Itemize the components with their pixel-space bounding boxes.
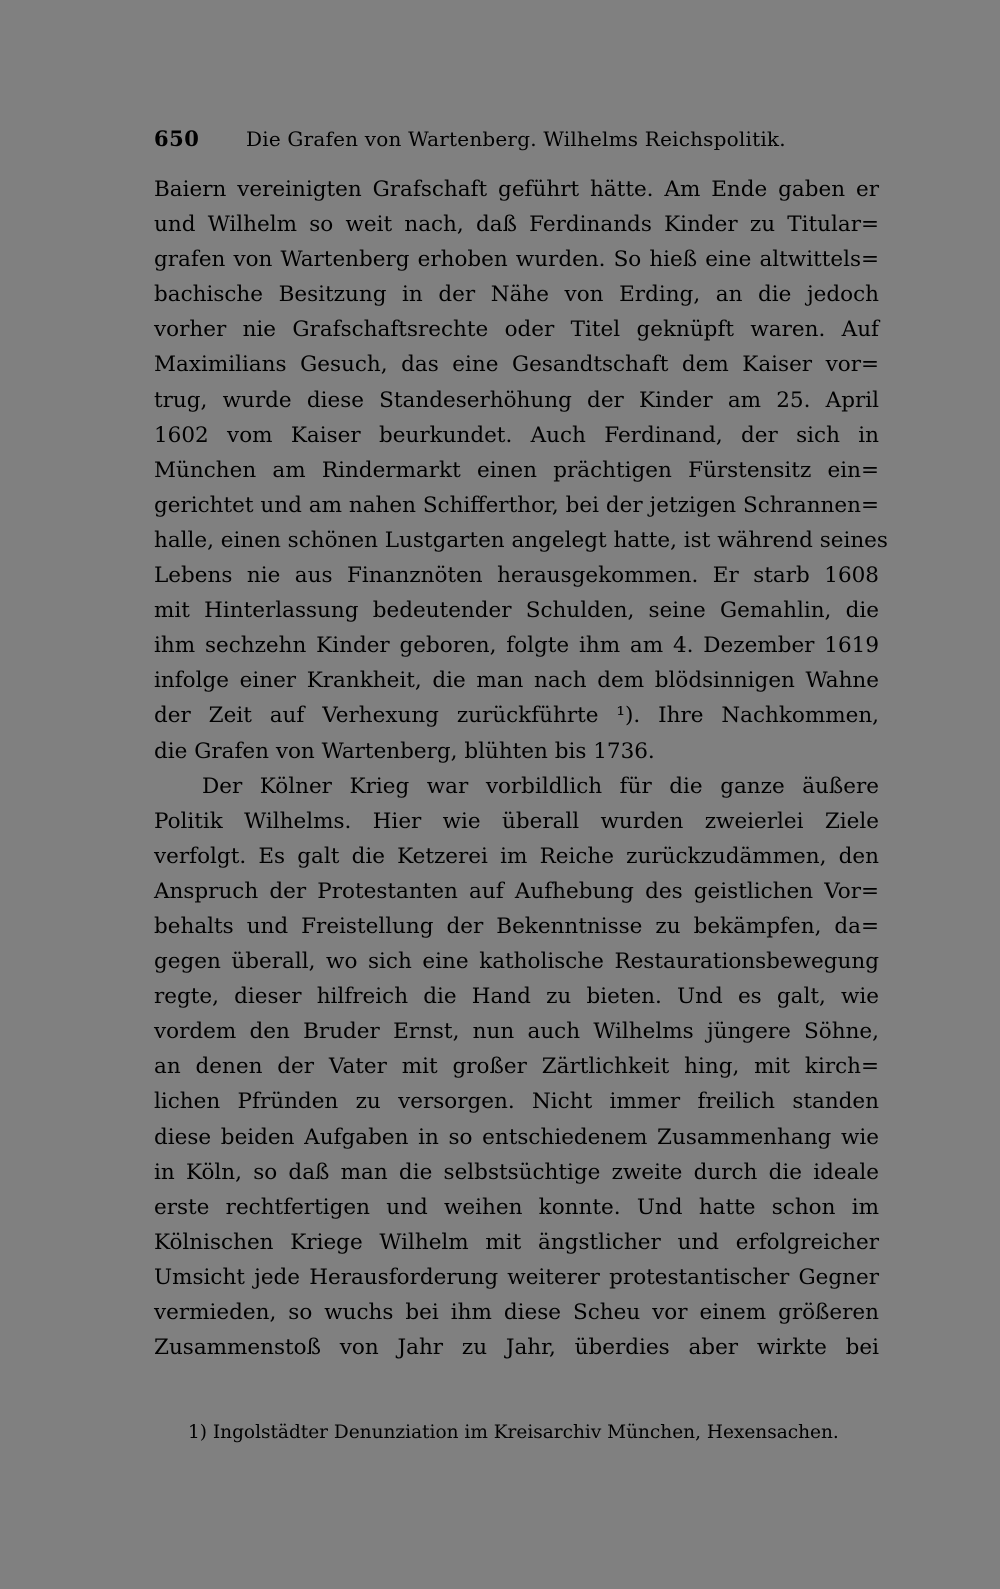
text-line: und Wilhelm so weit nach, daß Ferdinands Kinder zu Titular=: [154, 212, 879, 238]
text-line: bachische Besitzung in der Nähe von Erding, an die jedoch: [154, 282, 879, 308]
text-line: diese beiden Aufgaben in so entschiedenem Zusammenhang wie: [154, 1124, 879, 1150]
text-line: grafen von Wartenberg erhoben wurden. So hieß eine altwittels=: [154, 247, 879, 273]
paragraph-1: [154, 172, 888, 769]
text-line: Umsicht jede Herausforderung weiterer protestantischer Gegner: [154, 1264, 879, 1290]
page-header: [154, 122, 874, 156]
text-line: infolge einer Krankheit, die man nach dem blödsinnigen Wahne: [154, 668, 879, 694]
text-line: Anspruch der Protestanten auf Aufhebung des geistlichen Vor=: [154, 878, 879, 904]
text-line: Baiern vereinigten Grafschaft geführt hätte. Am Ende gaben er: [154, 177, 879, 202]
text-line: vorher nie Grafschaftsrechte oder Titel geknüpft waren. Auf: [154, 317, 879, 343]
footnote: 1) Ingolstädter Denunziation im Kreisarchiv München, Hexensachen.: [188, 1422, 839, 1443]
text-line: Maximilians Gesuch, das eine Gesandtschaft dem Kaiser vor=: [154, 352, 879, 378]
running-title: Die Grafen von Wartenberg. Wilhelms Reichspolitik.: [246, 127, 786, 151]
text-line: Politik Wilhelms. Hier wie überall wurden zweierlei Ziele: [154, 808, 879, 834]
text-line: der Zeit auf Verhexung zurückführte ¹). Ihre Nachkommen,: [154, 703, 879, 729]
text-line: Kölnischen Kriege Wilhelm mit ängstlicher und erfolgreicher: [154, 1229, 879, 1255]
text-line: an denen der Vater mit großer Zärtlichkeit hing, mit kirch=: [154, 1054, 879, 1080]
text-line: die Grafen von Wartenberg, blühten bis 1736.: [154, 738, 655, 764]
paragraph-2: [154, 769, 879, 1366]
text-line: vermieden, so wuchs bei ihm diese Scheu vor einem größeren: [154, 1300, 879, 1325]
text-line: Der Kölner Krieg war vorbildlich für die ganze äußere: [202, 773, 879, 799]
text-line: 1602 vom Kaiser beurkundet. Auch Ferdinand, der sich in: [154, 422, 879, 448]
text-line: lichen Pfründen zu versorgen. Nicht immer freilich standen: [154, 1089, 879, 1115]
text-line: gegen überall, wo sich eine katholische Restaurationsbewegung: [154, 949, 879, 975]
text-line: Lebens nie aus Finanznöten herausgekommen. Er starb 1608: [154, 563, 879, 589]
text-line: ihm sechzehn Kinder geboren, folgte ihm am 4. Dezember 1619: [154, 633, 879, 659]
body-text: [154, 172, 888, 1365]
text-line: regte, dieser hilfreich die Hand zu bieten. Und es galt, wie: [154, 984, 879, 1010]
page-number: 650: [154, 126, 200, 151]
text-line: gerichtet und am nahen Schifferthor, bei der jetzigen Schrannen=: [154, 492, 879, 518]
text-line: München am Rindermarkt einen prächtigen Fürstensitz ein=: [154, 457, 879, 483]
text-line: Zusammenstoß von Jahr zu Jahr, überdies aber wirkte bei: [154, 1335, 879, 1361]
text-line: halle, einen schönen Lustgarten angelegt hatte, ist während seines: [154, 527, 888, 553]
text-line: erste rechtfertigen und weihen konnte. Und hatte schon im: [154, 1194, 879, 1220]
text-line: mit Hinterlassung bedeutender Schulden, seine Gemahlin, die: [154, 598, 879, 624]
text-line: behalts und Freistellung der Bekenntnisse zu bekämpfen, da=: [154, 913, 879, 939]
text-line: verfolgt. Es galt die Ketzerei im Reiche zurückzudämmen, den: [154, 843, 879, 869]
text-line: trug, wurde diese Standeserhöhung der Kinder am 25. April: [154, 387, 879, 413]
text-line: vordem den Bruder Ernst, nun auch Wilhelms jüngere Söhne,: [154, 1019, 879, 1045]
text-line: in Köln, so daß man die selbstsüchtige zweite durch die ideale: [154, 1159, 879, 1185]
